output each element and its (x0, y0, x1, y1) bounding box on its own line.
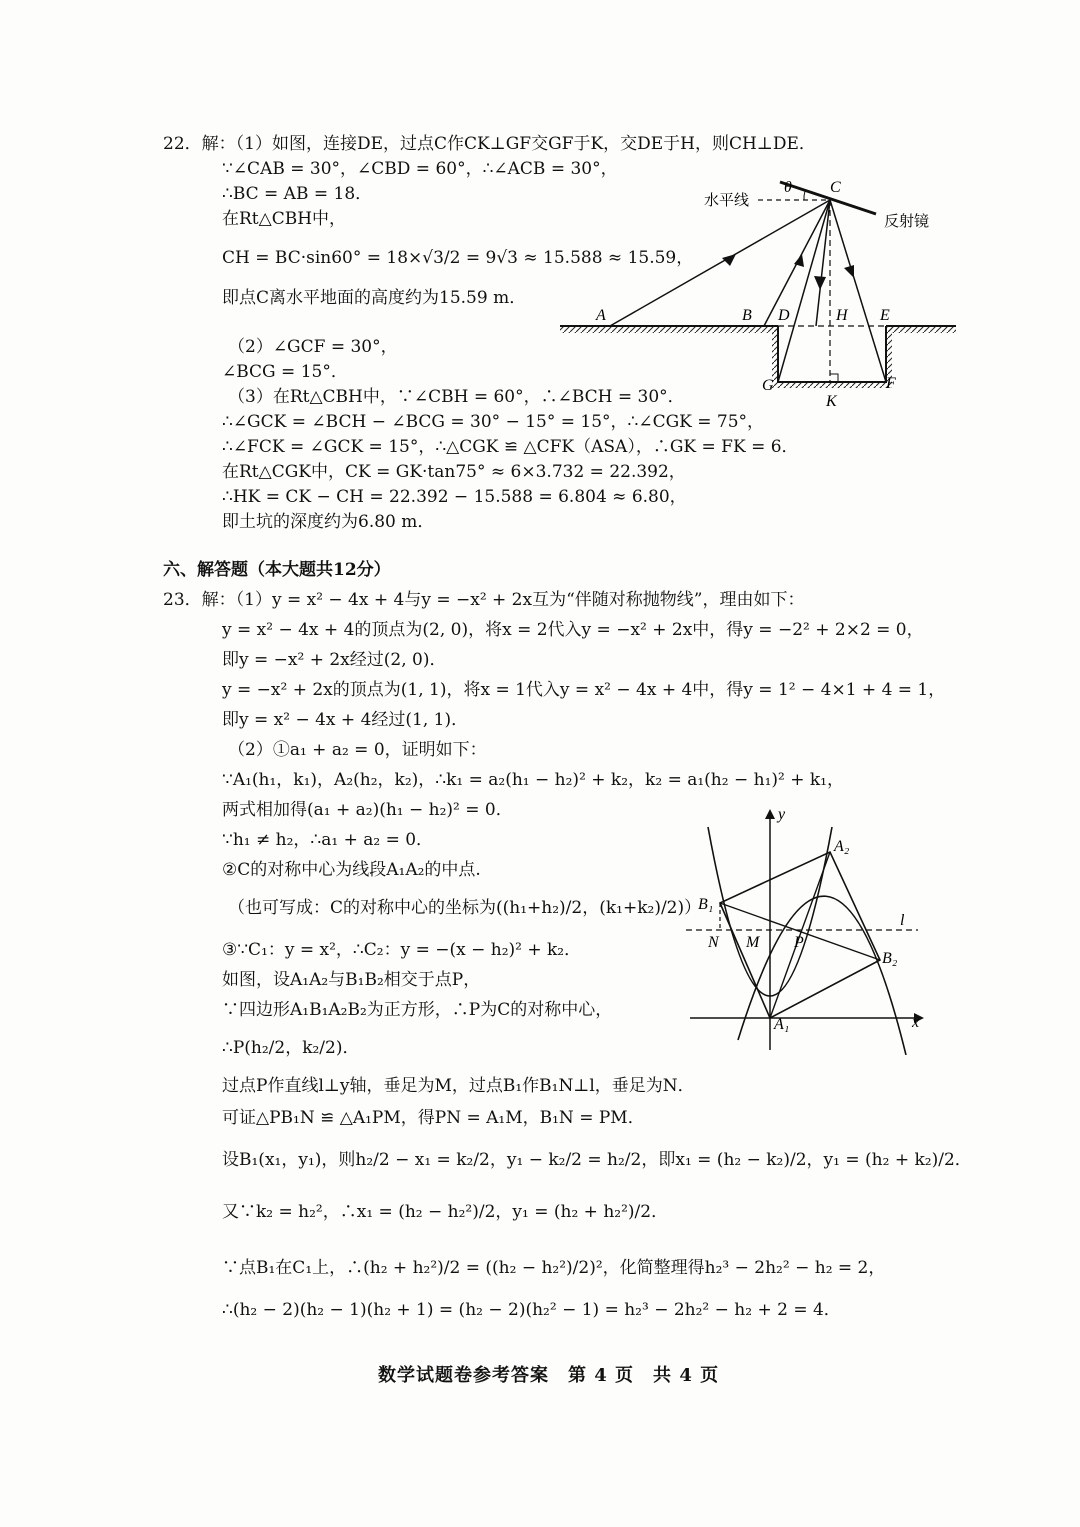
parabola-square-graph (680, 805, 930, 1055)
label-B: B (742, 307, 752, 324)
label-C: C (830, 179, 841, 196)
ground-hatch-left (560, 327, 778, 333)
q23-line-2: y = x² − 4x + 4的顶点为(2, 0)，将x = 2代入y = −x² + 2x中，得y = −2² + 2×2 = 0， (222, 620, 924, 640)
label-l: l (900, 912, 905, 929)
label-D: D (778, 307, 790, 324)
parabola-C2 (738, 896, 906, 1055)
q23-line-8: 两式相加得(a₁ + a₂)(h₁ − h₂)² = 0． (222, 800, 513, 820)
label-A2: A₂ (834, 838, 850, 855)
q22-line-5: CH = BC·sin60° = 18×√3/2 = 9√3 ≈ 15.588 ≈ 15.59， (222, 248, 694, 268)
ray-C-D-arrow (814, 276, 826, 290)
label-P: P (794, 934, 804, 951)
q23-line-21: ∴(h₂ − 2)(h₂ − 1)(h₂ + 1) = (h₂ − 2)(h₂² − 1) = h₂³ − 2h₂² − h₂ + 2 = 4． (222, 1300, 841, 1320)
ground-hatch-right (886, 327, 956, 333)
label-theta: θ (784, 179, 792, 196)
q22-line-4: 在Rt△CBH中， (222, 209, 347, 229)
q23-line-20: ∵点B₁在C₁上，∴(h₂ + h₂²)/2 = ((h₂ − h₂²)/2)²，化简整理得h₂³ − 2h₂² − h₂ = 2， (222, 1258, 886, 1278)
label-A: A (596, 307, 606, 324)
q22-line-2: ∵∠CAB = 30°，∠CBD = 60°，∴∠ACB = 30°， (222, 159, 618, 179)
q23-line-11: （也可写成：C的对称中心的坐标为((h₁+h₂)/2，(k₁+k₂)/2)） (228, 898, 702, 918)
q23-line-13: 如图，设A₁A₂与B₁B₂相交于点P， (222, 970, 481, 990)
q23-line-9: ∵h₁ ≠ h₂，∴a₁ + a₂ = 0． (222, 830, 434, 850)
label-E: E (880, 307, 890, 324)
label-horizontal-line: 水平线 (704, 191, 750, 209)
q22-line-7: （2）∠GCF = 30°， (228, 337, 398, 357)
q22-line-8: ∠BCG = 15°． (222, 362, 348, 382)
q23-line-12: ③∵C₁：y = x²，∴C₂：y = −(x − h₂)² + k₂． (222, 940, 582, 960)
label-y: y (778, 806, 786, 823)
page-footer: 数学试题卷参考答案 第 4 页 共 4 页 (378, 1365, 720, 1386)
label-N: N (708, 934, 719, 951)
q23-line-7: ∵A₁(h₁，k₁)，A₂(h₂，k₂)，∴k₁ = a₂(h₁ − h₂)² + k₂，k₂ = a₁(h₂ − h₁)² + k₁， (222, 770, 844, 790)
label-H: H (836, 307, 848, 324)
q23-line-18: 设B₁(x₁，y₁)，则h₂/2 − x₁ = k₂/2，y₁ − k₂/2 = h₂/2，即x₁ = (h₂ − k₂)/2，y₁ = (h₂ + k₂)/2． (222, 1150, 972, 1170)
ray-C-D (816, 200, 830, 326)
q23-line-3: 即y = −x² + 2x经过(2, 0)． (222, 650, 447, 670)
q23-line-14: ∵四边形A₁B₁A₂B₂为正方形，∴P为C的对称中心， (222, 1000, 613, 1020)
theta-arc (804, 191, 805, 200)
q22-line-14: 即土坑的深度约为6.80 m． (222, 512, 435, 532)
q22-line-1: 22．解：（1）如图，连接DE，过点C作CK⊥GF交GF于K，交DE于H，则CH⊥DE． (163, 134, 816, 154)
label-B1: B₁ (698, 896, 714, 913)
q23-line-10: ②C的对称中心为线段A₁A₂的中点. (222, 860, 481, 880)
y-axis-arrow (765, 809, 775, 819)
label-x: x (912, 1014, 920, 1031)
q23-line-16: 过点P作直线l⊥y轴，垂足为M，过点B₁作B₁N⊥l，垂足为N． (222, 1076, 695, 1096)
label-A1: A₁ (774, 1016, 790, 1033)
ray-G-C (778, 200, 830, 382)
q22-line-9: （3）在Rt△CBH中，∵∠CBH = 60°，∴∠BCH = 30°． (228, 387, 685, 407)
label-M: M (746, 934, 760, 951)
label-F: F (886, 375, 896, 392)
section-6-heading: 六、解答题（本大题共12分） (163, 560, 391, 580)
q23-line-4: y = −x² + 2x的顶点为(1, 1)，将x = 1代入y = x² − 4x + 4中，得y = 1² − 4×1 + 4 = 1， (222, 680, 946, 700)
q23-line-15: ∴P(h₂/2，k₂/2)． (222, 1038, 360, 1058)
q22-line-13: ∴HK = CK − CH = 22.392 − 15.588 = 6.804 ≈ 6.80， (222, 487, 687, 507)
label-G: G (762, 377, 774, 394)
q23-line-5: 即y = x² − 4x + 4经过(1, 1)． (222, 710, 469, 730)
q22-line-10: ∴∠GCK = ∠BCH − ∠BCG = 30° − 15° = 15°，∴∠CGK = 75°， (222, 412, 765, 432)
q23-line-6: （2）①a₁ + a₂ = 0，证明如下： (228, 740, 487, 760)
q22-line-6: 即点C离水平地面的高度约为15.59 m． (222, 288, 527, 308)
label-mirror: 反射镜 (884, 212, 930, 230)
ray-C-F (830, 200, 886, 382)
q22-line-3: ∴BC = AB = 18． (222, 184, 373, 204)
mirror-pit-diagram (558, 170, 958, 410)
q22-line-12: 在Rt△CGK中，CK = GK·tan75° ≈ 6×3.732 = 22.392， (222, 462, 686, 482)
q23-line-17: 可证△PB₁N ≌ △A₁PM，得PN = A₁M，B₁N = PM． (222, 1108, 645, 1128)
q22-line-11: ∴∠FCK = ∠GCK = 15°，∴△CGK ≌ △CFK（ASA），∴GK = FK = 6． (222, 437, 799, 457)
ray-C-F-arrow (844, 265, 854, 278)
right-angle-K (830, 374, 838, 382)
q23-line-19: 又∵k₂ = h₂²，∴x₁ = (h₂ − h₂²)/2，y₁ = (h₂ + h₂²)/2． (222, 1202, 669, 1222)
label-B2: B₂ (882, 950, 898, 967)
label-K: K (826, 393, 837, 410)
diagonal-B1B2 (720, 903, 880, 960)
ray-A-C-arrow (722, 254, 736, 266)
q23-line-1: 23．解：（1）y = x² − 4x + 4与y = −x² + 2x互为“伴随对称抛物线”，理由如下： (163, 590, 805, 610)
